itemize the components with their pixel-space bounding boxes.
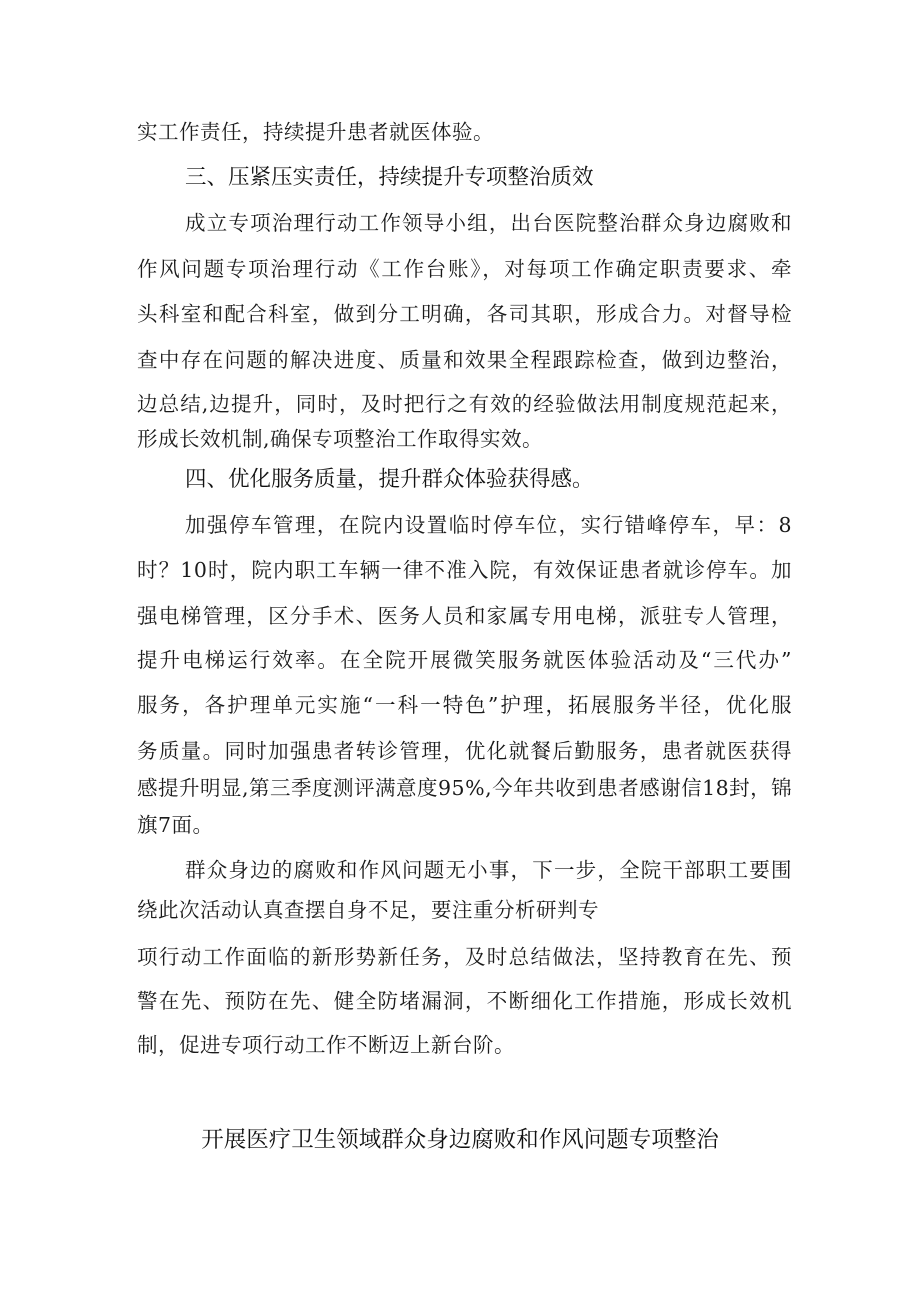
paragraph-line: 实工作责任，持续提升患者就医体验。 [137,120,494,144]
section-heading-3: 三、压紧压实责任，持续提升专项整治质效 [185,165,594,190]
paragraph-line: 务质量。同时加强患者转诊管理，优化就餐后勤服务，患者就医获得 [137,739,792,763]
paragraph-line: 警在先、预防在先、健全防堵漏洞，不断细化工作措施，形成长效机 [137,989,792,1013]
paragraph-line: 时？10时，院内职工车辆一律不准入院，有效保证患者就诊停车。加 [137,558,792,582]
paragraph-line: 头科室和配合科室，做到分工明确，各司其职，形成合力。对督导检 [137,302,792,326]
paragraph-line: 强电梯管理，区分手术、医务人员和家属专用电梯，派驻专人管理， [137,604,792,628]
paragraph-line: 感提升明显,第三季度测评满意度95%,今年共收到患者感谢信18封，锦 [137,776,793,800]
paragraph-line: 成立专项治理行动工作领导小组，出台医院整治群众身边腐败和 [185,211,792,235]
paragraph-line: 项行动工作面临的新形势新任务，及时总结做法，坚持教育在先、预 [137,945,792,969]
paragraph-line: 制，促进专项行动工作不断迈上新台阶。 [137,1033,515,1057]
paragraph-line: 作风问题专项治理行动《工作台账》，对每项工作确定职责要求、牵 [137,257,792,281]
section-heading-4: 四、优化服务质量，提升群众体验获得感。 [185,467,594,492]
next-document-title: 开展医疗卫生领域群众身边腐败和作风问题专项整治 [201,1127,719,1153]
paragraph-line: 形成长效机制,确保专项整治工作取得实效。 [137,427,544,451]
paragraph-line: 群众身边的腐败和作风问题无小事，下一步，全院干部职工要围 [185,858,792,882]
paragraph-line: 绕此次活动认真查摆自身不足，要注重分析研判专 [137,898,599,922]
paragraph-line: 查中存在问题的解决进度、质量和效果全程跟踪检查，做到边整治， [137,348,792,372]
paragraph-line: 服务，各护理单元实施“一科一特色”护理，拓展服务半径，优化服 [137,693,792,717]
paragraph-line: 边总结,边提升，同时，及时把行之有效的经验做法用制度规范起来， [137,392,792,416]
paragraph-line: 加强停车管理，在院内设置临时停车位，实行错峰停车，早：8 [185,513,792,537]
paragraph-line: 提升电梯运行效率。在全院开展微笑服务就医体验活动及“三代办” [137,648,792,672]
paragraph-line: 旗7面。 [137,813,214,837]
